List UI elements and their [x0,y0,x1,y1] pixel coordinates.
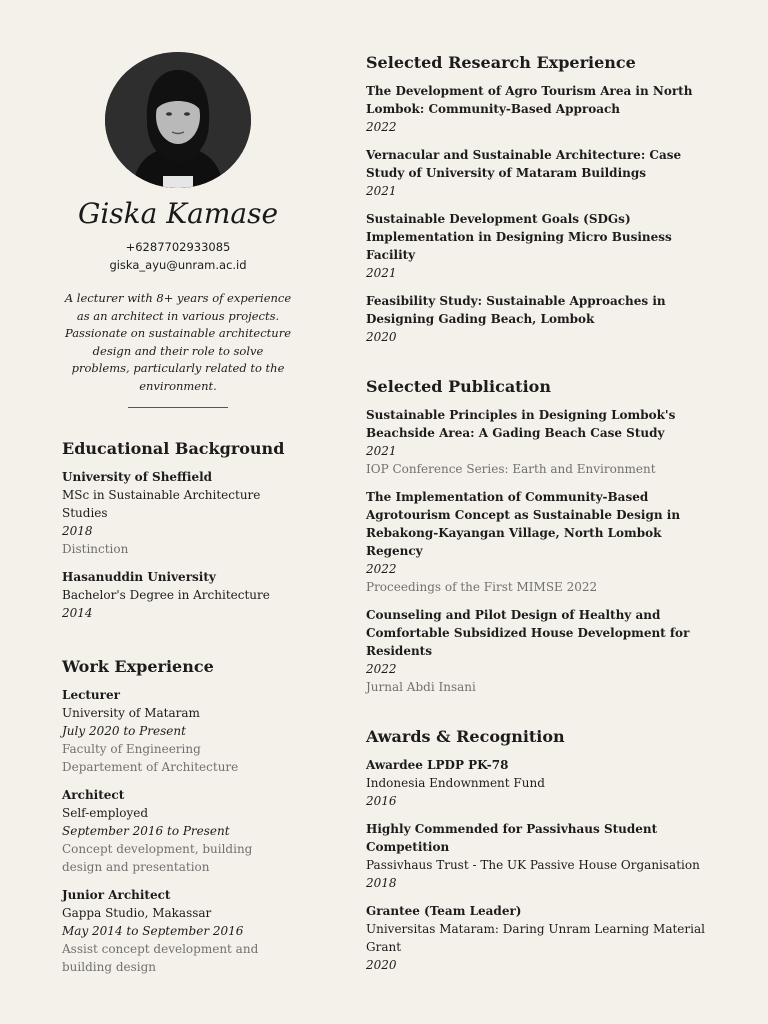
item-title: Junior Architect [62,888,171,902]
item-date: 2021 [366,266,397,280]
item-subtitle: Bachelor's Degree in Architecture [62,588,270,602]
section-title: Selected Research Experience [366,53,636,72]
email-address: giska_ayu@unram.ac.id [109,258,247,272]
awards-section [366,726,706,974]
item-date: 2018 [366,876,397,890]
contact-block [62,238,294,274]
work-item [62,886,294,976]
item-note: Departement of Architecture [62,760,239,774]
research-item [366,82,706,136]
phone-number: +6287702933085 [125,240,231,254]
section-title: Educational Background [62,439,285,458]
item-subtitle: Indonesia Endownment Fund [366,776,545,790]
item-date: July 2020 to Present [62,724,186,738]
item-date: 2022 [366,562,397,576]
item-note: Proceedings of the First MIMSE 2022 [366,580,598,594]
item-note: Distinction [62,542,129,556]
item-date: 2018 [62,524,93,538]
section-title: Work Experience [62,657,214,676]
item-date: 2014 [62,606,93,620]
item-title: Hasanuddin University [62,570,216,584]
research-item [366,210,706,282]
publication-item [366,606,706,696]
research-item [366,292,706,346]
award-item [366,902,706,974]
item-title: Counseling and Pilot Design of Healthy and Comfortable Subsidized House Development for Residents [366,608,690,658]
item-date: 2021 [366,444,397,458]
item-title: Architect [62,788,125,802]
item-title: Vernacular and Sustainable Architecture: Case Study of University of Mataram Buildings [366,148,682,180]
item-subtitle: Gappa Studio, Makassar [62,906,212,920]
item-subtitle: Universitas Mataram: Daring Unram Learning Material Grant [366,922,705,954]
item-title: The Implementation of Community-Based Agrotourism Concept as Sustainable Design in Rebakong-Kayangan Village, North Lombok Regency [366,490,681,558]
item-title: Awardee LPDP PK-78 [366,758,509,772]
avatar [105,52,251,188]
item-date: 2022 [366,662,397,676]
item-title: University of Sheffield [62,470,213,484]
profile-bio: A lecturer with 8+ years of experience as an architect in various projects. Passionate on sustainable architecture design and their role to solve problems, particularly related to the environment. [64,291,292,393]
publication-item [366,406,706,478]
research-section [366,52,706,346]
work-item [62,686,294,776]
left-column [62,52,294,986]
item-title: Grantee (Team Leader) [366,904,522,918]
publication-section [366,376,706,696]
right-column [366,52,706,984]
item-note: Faculty of Engineering [62,742,201,756]
work-item [62,786,294,876]
section-title: Awards & Recognition [366,727,565,746]
section-title: Selected Publication [366,377,551,396]
item-date: 2022 [366,120,397,134]
item-date: 2021 [366,184,397,198]
avatar-portrait-icon [105,52,251,188]
item-title: Sustainable Principles in Designing Lombok's Beachside Area: A Gading Beach Case Study [366,408,676,440]
publication-item [366,488,706,596]
award-item [366,756,706,810]
education-section [62,438,294,622]
item-date: 2016 [366,794,397,808]
research-item [366,146,706,200]
item-subtitle: Self-employed [62,806,149,820]
item-date: 2020 [366,330,397,344]
item-title: Sustainable Development Goals (SDGs) Implementation in Designing Micro Business Facility [366,212,672,262]
item-subtitle: MSc in Sustainable Architecture Studies [62,488,261,520]
item-title: Feasibility Study: Sustainable Approaches in Designing Gading Beach, Lombok [366,294,666,326]
item-subtitle: Passivhaus Trust - The UK Passive House Organisation [366,858,700,872]
divider [128,407,228,408]
award-item [366,820,706,892]
item-date: 2020 [366,958,397,972]
item-title: Highly Commended for Passivhaus Student Competition [366,822,658,854]
item-title: The Development of Agro Tourism Area in North Lombok: Community-Based Approach [366,84,693,116]
item-note: Jurnal Abdi Insani [366,680,476,694]
work-section [62,656,294,976]
education-item [62,568,294,622]
item-subtitle: University of Mataram [62,706,200,720]
education-item [62,468,294,558]
item-note: IOP Conference Series: Earth and Environment [366,462,656,476]
profile-name: Giska Kamase [77,197,279,230]
item-date: September 2016 to Present [62,824,230,838]
item-title: Lecturer [62,688,120,702]
item-note: Concept development, building design and presentation [62,842,253,874]
item-date: May 2014 to September 2016 [62,924,244,938]
item-note: Assist concept development and building design [62,942,259,974]
